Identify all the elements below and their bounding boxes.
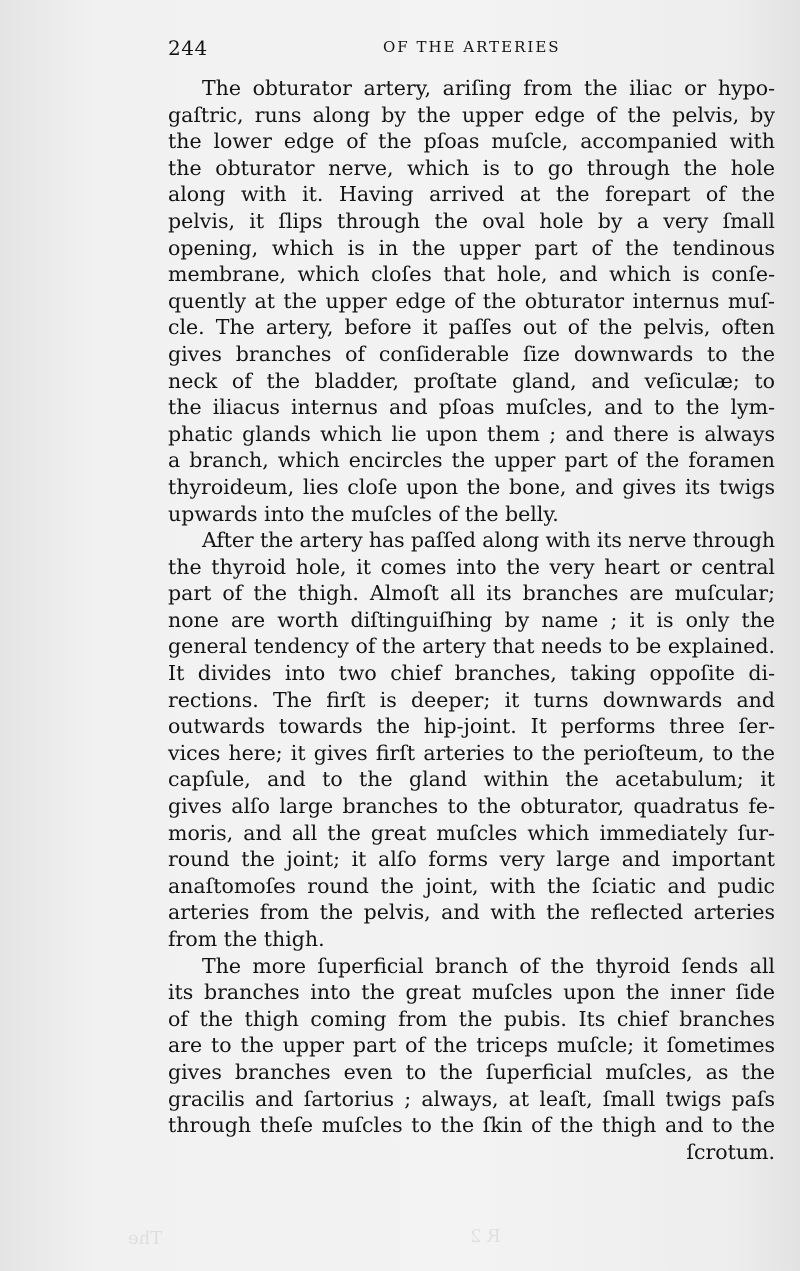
text-line: anaſtomoſes round the joint, with the ſciatic and pudic [168,873,775,898]
text-line: phatic glands which lie upon them ; and there is always [168,421,775,446]
text-line: round the joint; it alſo forms very large and important [168,847,775,872]
text-line: quently at the upper edge of the obturator internus muſ- [168,288,775,313]
text-line: the obturator nerve, which is to go through the hole [168,155,775,180]
text-line: of the thigh coming from the pubis. Its chief branches [168,1006,775,1031]
text-line: along with it. Having arrived at the forepart of the [168,182,775,207]
text-line: arteries from the pelvis, and with the reflected arteries [168,900,775,925]
page-number: 244 [168,36,208,60]
text-line: through theſe muſcles to the ſkin of the thigh and to the [168,1113,775,1138]
text-line: After the artery has paſſed along with its nerve through [202,528,775,553]
body-text [168,75,775,1165]
text-line: the thyroid hole, it comes into the very heart or central [168,554,775,579]
text-line: part of the thigh. Almoſt all its branches are muſcular; [168,581,775,606]
text-line: neck of the bladder, proſtate gland, and veſiculæ; to [168,368,775,393]
text-line: upwards into the muſcles of the belly. [168,501,559,526]
text-line: general tendency of the artery that needs to be explained. [168,634,775,659]
text-line: a branch, which encircles the upper part of the foramen [168,448,775,473]
bleed-through-text: The [128,1228,163,1249]
text-line: the lower edge of the pſoas muſcle, accompanied with [168,129,775,154]
paragraph [168,75,775,527]
running-head [168,36,768,66]
text-line: opening, which is in the upper part of the tendinous [168,235,775,260]
text-line: vices here; it gives firſt arteries to the perioſteum, to the [168,740,775,765]
bleed-through-text: R 2 [470,1226,501,1247]
text-line: moris, and all the great muſcles which immediately ſur- [168,820,775,845]
page-header-title: OF THE ARTERIES [383,38,561,56]
text-line: gives branches of conſiderable ſize downwards to the [168,341,775,366]
text-line: gracilis and ſartorius ; always, at leaſt, ſmall twigs paſs [168,1086,775,1111]
text-line: the iliacus internus and pſoas muſcles, and to the lym- [168,395,775,420]
text-line: pelvis, it ſlips through the oval hole by a very ſmall [168,208,775,233]
paragraph [168,527,775,953]
text-line: from the thigh. [168,927,325,951]
text-line: membrane, which cloſes that hole, and which is conſe- [168,262,775,287]
text-line: outwards towards the hip-joint. It performs three ſer- [168,714,775,739]
text-line: gives branches even to the ſuperficial muſcles, as the [168,1059,775,1084]
text-line: It divides into two chief branches, taking oppoſite di- [168,661,775,686]
text-line: its branches into the great muſcles upon the inner ſide [168,980,775,1005]
text-line: none are worth diſtinguiſhing by name ; it is only the [168,607,775,632]
text-line: rections. The firſt is deeper; it turns downwards and [168,687,775,712]
text-line: cle. The artery, before it paſſes out of the pelvis, often [168,315,775,340]
paragraph [168,953,775,1166]
text-line: capſule, and to the gland within the acetabulum; it [168,767,775,792]
text-line: ſcrotum. [686,1139,775,1164]
text-line: gaſtric, runs along by the upper edge of the pelvis, by [168,102,775,127]
text-line: are to the upper part of the triceps muſcle; it ſometimes [168,1033,775,1058]
text-line: The obturator artery, ariſing from the iliac or hypo- [202,76,775,100]
text-line: gives alſo large branches to the obturator, quadratus fe- [168,794,775,819]
text-line: thyroideum, lies cloſe upon the bone, and gives its twigs [168,474,775,499]
text-line: The more ſuperficial branch of the thyroid ſends all [202,953,775,978]
